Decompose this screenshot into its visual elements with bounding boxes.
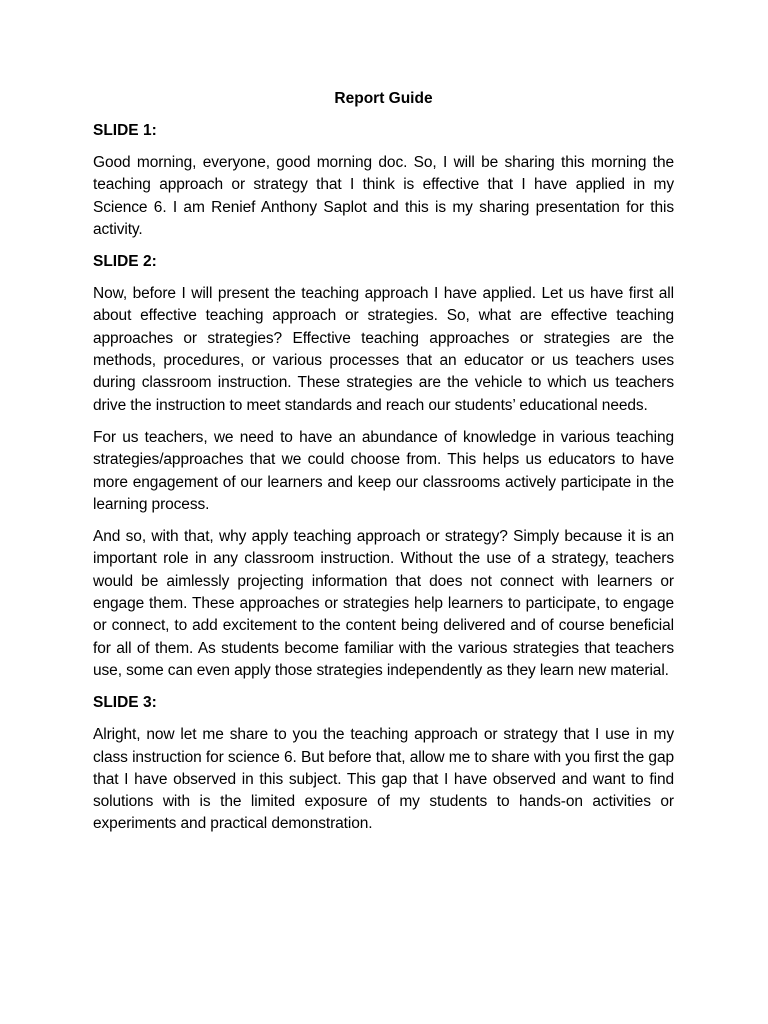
slide-3-paragraph-1: Alright, now let me share to you the teaching approach or strategy that I use in my class instruction for science 6. But before that, allow me to share with you first the gap that I have observed in this subject. This gap that I have observed and want to find solutions with is the limited exposure of my students to hands-on activities or experiments and practical demonstration. [93,726,674,833]
section-heading-slide-1: SLIDE 1: [93,122,157,139]
slide-2-paragraph-3: And so, with that, why apply teaching approach or strategy? Simply because it is an important role in any classroom instruction. Without the use of a strategy, teachers would be aimlessly projecting information that does not connect with learners or engage them. These approaches or strategies help learners to participate, to engage or connect, to add excitement to the content being delivered and of course beneficial for all of them. As students become familiar with the various strategies that teachers use, some can even apply those strategies independently as they learn new material. [93,528,674,679]
slide-2-paragraph-1: Now, before I will present the teaching approach I have applied. Let us have first all about effective teaching approach or strategies. So, what are effective teaching approaches or strategies? Effective teaching approaches or strategies are the methods, procedures, or various processes that an educator or us teachers uses during classroom instruction. These strategies are the vehicle to which us teachers drive the instruction to meet standards and reach our students’ educational needs. [93,285,674,414]
slide-1-paragraph-1: Good morning, everyone, good morning doc. So, I will be sharing this morning the teaching approach or strategy that I think is effective that I have applied in my Science 6. I am Renief Anthony Saplot and this is my sharing presentation for this activity. [93,154,674,238]
section-heading-slide-3: SLIDE 3: [93,694,157,712]
section-heading-slide-2: SLIDE 2: [93,253,157,271]
document-title: Report Guide [334,90,433,107]
document-page [93,88,674,846]
slide-2-paragraph-2: For us teachers, we need to have an abundance of knowledge in various teaching strategies/approaches that we could choose from. This helps us educators to have more engagement of our learners and keep our classrooms actively participate in the learning process. [93,428,674,513]
